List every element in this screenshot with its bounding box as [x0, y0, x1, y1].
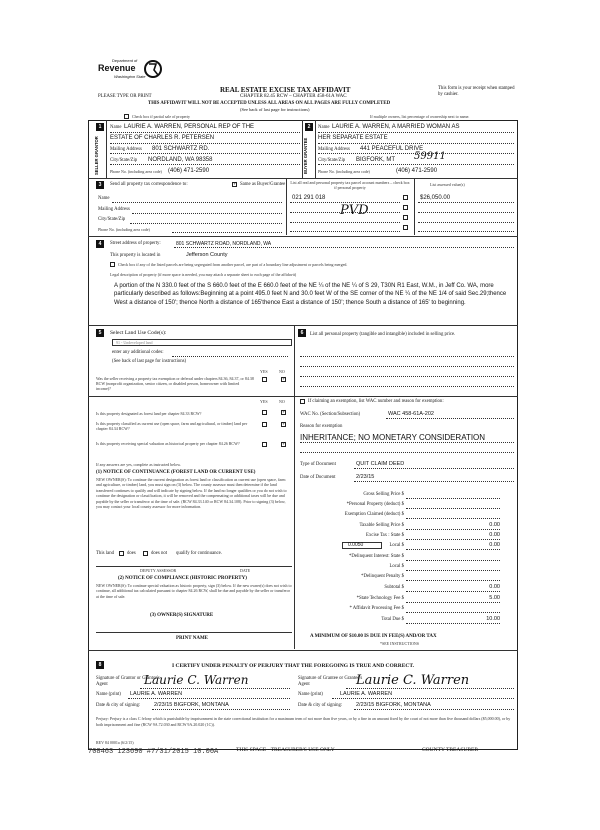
s2-name-line1[interactable]: LAURIE A. WARREN, A MARRIED WOMAN AS [332, 124, 460, 130]
buyer-grantee-label: BUYER GRANTEE [303, 137, 308, 175]
grantor-sig-label: Signature of Grantor or Grantor's Agent [96, 676, 160, 687]
section-8-number: 8 [96, 661, 104, 669]
revenue-logo [98, 58, 168, 88]
local-rate-box[interactable]: 0.0050 [348, 542, 364, 548]
q-exemption: Was the seller receiving a property tax exemption or deferral under chapters 84.36, 84.37, or 84.38 RCW (nonprofit organization, senior citizen, or disabled person, homeowner with limited income)? [96, 376, 254, 392]
see-instructions: *SEE INSTRUCTIONS [380, 641, 420, 646]
located-county[interactable]: Jefferson County [186, 252, 228, 258]
parcel-checkbox-2[interactable] [403, 205, 408, 210]
calc-label: *State Technology Fee $ [356, 596, 404, 601]
s1-name-label: Name [110, 125, 122, 130]
calc-value[interactable]: 0.00 [489, 584, 500, 590]
calc-label: *Delinquent Interest: State $ [348, 554, 404, 559]
same-as-buyer-label: Same as Buyer/Grantee [240, 182, 286, 187]
notice1-body: NEW OWNER(S): To continue the current designation as forest land or classification as current use (open space, farm and agriculture, or timber) land, you must sign on (3) below. The county assessor must then determine if the land transferred continues to qualify and will indicate by signing below. If the land no longer qualifies or you do not wish to continue the designation or classification, it will be removed and the compensating or additional taxes will be due and payable by the seller or transferor at the time of sale. (RCW 84.33.140 or RCW 84.34.108). Prior to signing (3) below, you may contact your local county assessor for more information. [96, 477, 287, 510]
parcel-checkbox-3[interactable] [403, 215, 408, 220]
exemption-label: If claiming an exemption, list WAC number and reason for exemption: [308, 399, 444, 404]
see-back-note: (See back of last page for instructions) [240, 107, 310, 112]
s2-name-label: Name [318, 125, 330, 130]
rev-number: REV 84 0001a (6/2/15) [96, 740, 134, 745]
q-historic: Is this property receiving special valuation as historical property per chapter 84.26 RCW? [96, 441, 240, 446]
receipt-note: This form is your receipt when stamped by cashier. [438, 86, 515, 97]
section-5-number: 5 [96, 329, 104, 337]
s1-city-label: City/State/Zip [110, 158, 138, 163]
q-forest-no[interactable] [281, 410, 286, 415]
grantor-name[interactable]: LAURIE A. WARREN [130, 691, 183, 697]
partial-sale-checkbox[interactable] [124, 114, 129, 119]
land-does-label: does [127, 551, 136, 556]
segregated-checkbox[interactable] [110, 262, 115, 267]
no-header-1: NO [279, 369, 285, 374]
street-address[interactable]: 801 SCHWARTZ ROAD, NORDLAND, WA [176, 241, 272, 247]
land-does-not-checkbox[interactable] [143, 551, 148, 556]
certify-statement: I CERTIFY UNDER PENALTY OF PERJURY THAT THE FOREGOING IS TRUE AND CORRECT. [172, 663, 415, 669]
located-label: This property is located in [110, 253, 161, 258]
s2-city[interactable]: BIGFORK, MT [356, 157, 395, 163]
parcel-checkbox-4[interactable] [403, 225, 408, 230]
parcel-number[interactable]: 021 291 018 [292, 195, 326, 201]
dept-line1: Department of [112, 58, 138, 63]
section-2-number: 2 [305, 123, 313, 131]
land-use-label: Select Land Use Code(s): [110, 330, 167, 336]
dept-line3: Washington State [114, 74, 146, 79]
grantee-name-label: Name (print) [298, 692, 323, 697]
q-historic-no[interactable] [281, 442, 286, 447]
legal-description[interactable]: A portion of the N 330.0 feet of the S 660.0 feet of the E 660.0 feet of the NE ¼ of the NE ¼ of S 29, T30N R1 East, W.M., in Jeff Co. WA, more particularly described as follows:Beginning at a point 495.0 feet N and 30.0 feet W of the SE corner of the NE ¼ of the NE 1/4 of said Sec.29;thence West a distance of 150'; thence North a distance of 165'thence East a distance of 150'; thence South a distance of 165' to beginning. [114, 283, 507, 306]
yes-header-1: YES [260, 369, 268, 374]
s2-mailing-label: Mailing Address [318, 147, 350, 152]
personal-property-label: List all personal property (tangible and intangible) included in selling price. [310, 332, 456, 337]
form-title: REAL ESTATE EXCISE TAX AFFIDAVIT [220, 86, 351, 94]
land-use-code[interactable]: 91 - Undeveloped land [116, 340, 153, 345]
s2-city-label: City/State/Zip [318, 158, 346, 163]
grantee-name[interactable]: LAURIE A. WARREN [340, 691, 393, 697]
q-forest: Is this property designated as forest land per chapter 84.33 RCW? [96, 411, 202, 416]
q-open-space: Is this property classified as current use (open space, farm and agricultural, or timber) land per chapter 84.34 RCW? [96, 421, 248, 432]
deputy-date-label: DATE [240, 568, 251, 573]
additional-codes-label: enter any additional codes: [112, 350, 164, 355]
s1-phone-label: Phone No. (including area code) [110, 169, 162, 174]
this-land-label: This land [96, 551, 114, 556]
s2-mailing[interactable]: 441 PEACEFUL DRIVE [360, 146, 424, 152]
q-forest-yes[interactable] [262, 410, 267, 415]
segregated-label: Check box if any of the listed parcels are being segregated from another parcel, are part of a boundary line adjustment or parcels being merged. [118, 262, 348, 267]
assessed-value[interactable]: $26,050.00 [420, 195, 451, 201]
form-chapter: CHAPTER 82.45 RCW – CHAPTER 458-61A WAC [240, 94, 347, 99]
calc-value[interactable]: 0.00 [489, 532, 500, 538]
calc-label: Gross Selling Price $ [363, 492, 404, 497]
parcel-checkbox-1[interactable] [403, 195, 408, 200]
s1-name-line1[interactable]: LAURIE A. WARREN, PERSONAL REP OF THE [124, 124, 255, 130]
calc-label: Exemption Claimed (deduct) $ [344, 512, 404, 517]
s2-phone-label: Phone No. (including area code) [318, 169, 370, 174]
calc-label: Local $ [389, 564, 404, 569]
q-open-space-yes[interactable] [262, 422, 267, 427]
section-1-number: 1 [96, 123, 104, 131]
q-open-space-no[interactable] [281, 422, 286, 427]
s2-name-line2[interactable]: HER SEPARATE ESTATE [318, 135, 388, 141]
wac-label: WAC No. (Section/Subsection) [300, 412, 361, 417]
multiple-owners-note: If multiple owners, list percentage of ownership next to name. [370, 114, 470, 119]
calc-label: Total Due $ [381, 617, 404, 622]
s1-mailing[interactable]: 801 SCHWARTZ RD. [152, 146, 210, 152]
grantor-signature: Laurie C. Warren [144, 673, 249, 687]
notice2-body: NEW OWNER(S): To continue special valuation as historic property, sign (3) below. If the new owner(s) does not wish to continue, all additional tax calculated pursuant to chapter 84.26 RCW, shall be due and payable by the seller or transferor at the time of sale. [96, 583, 292, 599]
doc-type[interactable]: QUIT CLAIM DEED [356, 461, 405, 467]
q-any-yes: If any answers are yes, complete as instructed below. [96, 462, 181, 467]
minimum-due: A MINIMUM OF $10.00 IS DUE IN FEE(S) AND/OR TAX [310, 634, 437, 639]
street-label: Street address of property: [110, 241, 161, 246]
doc-date-label: Date of Document [300, 475, 336, 480]
section-4-number: 4 [96, 240, 104, 248]
warning-text: THIS AFFIDAVIT WILL NOT BE ACCEPTED UNLESS ALL AREAS ON ALL PAGES ARE FULLY COMPLETED [148, 101, 391, 106]
county-treasurer: COUNTY TREASURER [422, 747, 479, 753]
cashier-stamp: 708463 123690 #7/31/2015 10.00A [88, 748, 219, 756]
s3-phone-label: Phone No. (including area code) [98, 227, 150, 232]
yes-header-2: YES [260, 399, 268, 404]
s1-phone[interactable]: (406) 471-2590 [168, 168, 210, 174]
seller-grantor-label: SELLER GRANTOR [94, 136, 99, 176]
section-6-number: 6 [298, 329, 306, 337]
s5-see-back: (See back of last page for instructions) [112, 359, 187, 364]
wac-number[interactable]: WAC 458-61A-202 [388, 411, 434, 417]
calc-value[interactable]: 0.00 [489, 522, 500, 528]
grantee-signature: Laurie C. Warren [356, 673, 470, 688]
grantor-date[interactable]: 2/23/15 BIGFORK, MONTANA [154, 702, 229, 708]
qualify-label: qualify for continuance. [176, 551, 222, 556]
notice2-title: (2) NOTICE OF COMPLIANCE (HISTORIC PROPERTY) [118, 576, 247, 581]
s3-name-label: Name [98, 196, 110, 201]
land-does-checkbox[interactable] [119, 551, 124, 556]
calc-value[interactable]: 5.00 [489, 595, 500, 601]
parcel-header: List all real and personal property tax parcel account numbers – check box if personal property [290, 180, 410, 190]
s1-mailing-label: Mailing Address [110, 147, 142, 152]
calc-value[interactable]: 0.00 [489, 542, 500, 548]
grantor-name-label: Name (print) [96, 692, 121, 697]
grantee-sig-label: Signature of Grantee or Grantee's Agent [298, 676, 363, 687]
deputy-assessor-label: DEPUTY ASSESSOR [140, 568, 177, 573]
s3-mailing-label: Mailing Address [98, 207, 130, 212]
calc-label: Local $ [389, 543, 404, 548]
calc-label: Taxable Selling Price $ [359, 523, 404, 528]
s2-phone[interactable]: (406) 471-2590 [396, 168, 438, 174]
q-historic-yes[interactable] [262, 442, 267, 447]
s3-city-label: City/State/Zip [98, 217, 126, 222]
print-note: PLEASE TYPE OR PRINT [98, 94, 152, 99]
grantee-date[interactable]: 2/23/15 BIGFORK, MONTANA [356, 702, 431, 708]
legal-label: Legal description of property (if more space is needed, you may attach a separate sheet to each page of the affidavit) [110, 272, 297, 277]
grantor-date-label: Date & city of signing: [96, 703, 141, 708]
partial-sale-label: Check box if partial sale of property [132, 114, 190, 119]
s2-zip-handwritten: 59911 [414, 151, 446, 162]
pvd-handwritten: PVD [340, 203, 369, 218]
calc-label: Subtotal $ [384, 585, 404, 590]
land-does-not-label: does not [151, 551, 168, 556]
q-exemption-yes[interactable] [262, 377, 267, 382]
section-3-number: 3 [96, 181, 104, 189]
exemption-reason[interactable]: INHERITANCE; NO MONETARY CONSIDERATION [300, 433, 486, 442]
print-name-label: PRINT NAME [176, 636, 208, 641]
doc-date[interactable]: 2/23/15 [356, 474, 375, 480]
calc-label: *Personal Property (deduct) $ [346, 502, 404, 507]
calc-label: Excise Tax : State $ [366, 533, 404, 538]
calc-label: *Delinquent Penalty $ [361, 574, 404, 579]
s1-name-line2[interactable]: ESTATE OF CHARLES R. PETERSEN [110, 135, 215, 141]
treasurer-use: THIS SPACE - TREASURER'S USE ONLY [236, 747, 335, 753]
grantee-date-label: Date & city of signing: [298, 703, 343, 708]
calc-value[interactable]: 10.00 [486, 616, 500, 622]
reason-label: Reason for exemption [300, 424, 343, 429]
s3-send-label: Send all property tax correspondence to: [110, 182, 188, 187]
same-as-buyer-checkbox[interactable] [232, 182, 237, 187]
owner-signature-label: (3) OWNER(S) SIGNATURE [150, 613, 214, 618]
assessed-header: List assessed value(s) [430, 182, 465, 187]
dept-line2: Revenue [98, 63, 136, 73]
notice1-title: (1) NOTICE OF CONTINUANCE (FOREST LAND OR CURRENT USE) [96, 470, 256, 475]
perjury-notice: Perjury: Perjury is a class C felony which is punishable by imprisonment in the state correctional institution for a maximum term of not more than five years, or by a fine in an amount fixed by the court of not more than five thousand dollars ($5,000.00), or by both imprisonment and fine (RCW 9A.72.030 and RCW 9A.20.020 (1C)). [96, 716, 511, 727]
no-header-2: NO [279, 399, 285, 404]
s1-city[interactable]: NORDLAND, WA 98358 [148, 157, 213, 163]
doc-type-label: Type of Document [300, 462, 336, 467]
calc-label: * Affidavit Processing Fee $ [349, 606, 404, 611]
q-exemption-no[interactable] [281, 377, 286, 382]
